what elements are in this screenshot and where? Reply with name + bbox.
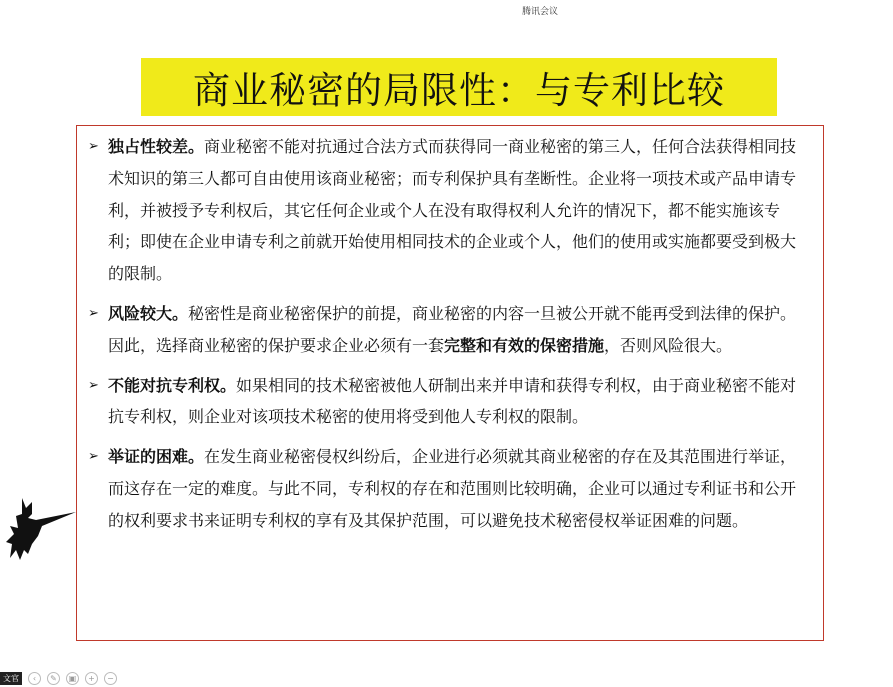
app-title: 腾讯会议 (521, 7, 558, 17)
bullet-heading: 风险较大。 (108, 303, 189, 323)
bottom-toolbar (0, 669, 160, 687)
bullet-proof (88, 441, 808, 536)
bullet-patent (88, 370, 808, 434)
hummingbird-icon (2, 492, 78, 564)
zoom-in-icon[interactable]: + (85, 672, 98, 685)
slide-title-banner (141, 58, 777, 116)
copy-icon[interactable]: ▣ (66, 672, 79, 685)
arrow-bullet-icon: ➢ (88, 139, 99, 154)
bullet-heading: 独占性较差。 (108, 137, 205, 156)
bullet-exclusivity (88, 131, 808, 290)
arrow-bullet-icon: ➢ (88, 377, 99, 393)
bullet-text: 在发生商业秘密侵权纠纷后，企业进行必须就其商业秘密的存在及其范围进行举证，而这存在一定的难度。与此不同，专利权的存在和范围则比较明确，企业可以通过专利证书和公开的权利要求书来证明专利权的享有及其保护范围，可以避免技术秘密侵权举证困难的问题。 (108, 447, 797, 530)
bullet-risk (88, 298, 808, 362)
slide-title: 商业秘密的局限性：与专利比较 (193, 69, 725, 112)
arrow-bullet-icon: ➢ (88, 449, 99, 465)
bullet-heading: 不能对抗专利权。 (108, 375, 237, 395)
bullet-list (88, 131, 808, 545)
prev-icon[interactable]: ‹ (28, 672, 41, 685)
arrow-bullet-icon: ➢ (88, 305, 99, 321)
bullet-text: 如果相同的技术秘密被他人研制出来并申请和获得专利权，由于商业秘密不能对抗专利权，则企业对该项技术秘密的使用将受到他人专利权的限制。 (108, 375, 797, 427)
bullet-heading: 举证的困难。 (108, 447, 205, 467)
bullet-text: 商业秘密不能对抗通过合法方式而获得同一商业秘密的第三人，任何合法获得相同技术知识的第三人都可自由使用该商业秘密；而专利保护具有垄断性。企业将一项技术或产品申请专利，并被授予专利权后，其它任何企业或个人在没有取得权利人允许的情况下，都不能实施该专利；即使在企业申请专利之前就开始使用相同技术的企业或个人，他们的使用或实施都要受到极大的限制。 (108, 137, 797, 284)
toolbar-tag: 文官 (0, 672, 22, 685)
bullet-text: 秘密性是商业秘密保护的前提，商业秘密的内容一旦被公开就不能再受到法律的保护。因此，选择商业秘密的保护要求企业必须有一套 (108, 303, 797, 355)
zoom-out-icon[interactable]: − (104, 672, 117, 685)
bullet-tail: ，否则风险很大。 (604, 335, 733, 355)
bullet-emphasis: 完整和有效的保密措施 (444, 335, 605, 355)
pen-icon[interactable]: ✎ (47, 672, 60, 685)
